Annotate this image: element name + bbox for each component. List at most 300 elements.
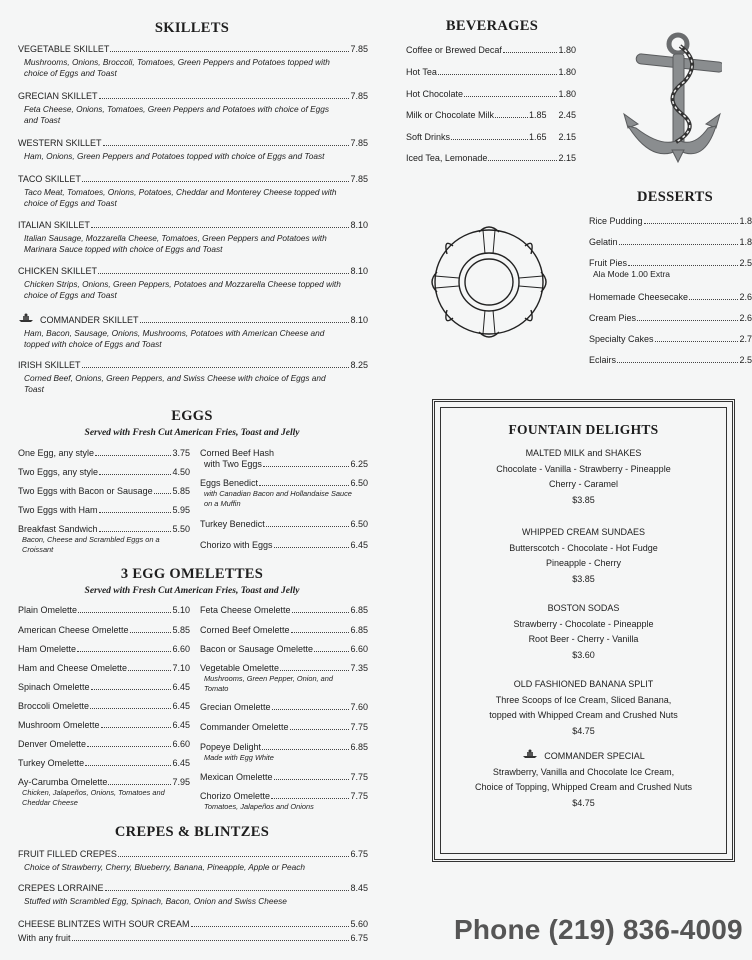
menu-item-row	[200, 772, 368, 783]
item-description: Tomatoes, Jalapeños and Onions	[204, 802, 314, 811]
item-description: Corned Beef, Onions, Green Peppers, and Swiss Cheese with choice of Eggs and Toast	[24, 373, 326, 394]
leader-dots	[191, 926, 350, 927]
menu-item-row	[18, 505, 190, 516]
item-description: Feta Cheese, Onions, Tomatoes, Green Peppers and Potatoes with choice of Eggs and Toast	[24, 104, 330, 125]
leader-dots	[78, 612, 171, 613]
beverage-item	[406, 45, 576, 56]
leader-dots	[90, 708, 171, 709]
leader-dots	[495, 117, 528, 118]
fountain-group-line: Cherry - Caramel	[548, 479, 618, 489]
leader-dots	[154, 493, 172, 494]
item-price: 8.10	[350, 220, 368, 230]
leader-dots	[77, 651, 171, 652]
fountain-group	[435, 677, 732, 739]
dessert-item	[589, 334, 752, 345]
menu-item-row	[18, 605, 190, 616]
item-price: 5.60	[350, 919, 368, 929]
item-price: 2.6	[739, 292, 752, 302]
fountain-delights-heading: FOUNTAIN DELIGHTS	[508, 422, 659, 437]
item-price: 5.10	[172, 605, 190, 615]
menu-item	[18, 682, 190, 693]
fountain-group-price: $3.85	[572, 573, 595, 584]
menu-item-row	[200, 540, 368, 551]
item-name: COMMANDER SKILLET	[40, 315, 139, 325]
item-price: 1.8	[739, 216, 752, 226]
item-description: Stuffed with Scrambled Egg, Spinach, Bacon, Onion and Swiss Cheese	[24, 896, 287, 906]
item-name: GRECIAN SKILLET	[18, 91, 98, 101]
menu-item	[18, 701, 190, 712]
leader-dots	[140, 322, 350, 323]
dessert-item	[589, 355, 752, 366]
item-name: Ham and Cheese Omelette	[18, 663, 128, 673]
skillet-item	[18, 266, 368, 300]
leader-dots	[99, 474, 171, 475]
item-price-small: 1.85	[528, 110, 547, 120]
item-name: VEGETABLE SKILLET	[18, 44, 110, 54]
menu-item-row	[18, 663, 190, 674]
item-description: Mushrooms, Green Pepper, Onion, and Tomato	[204, 674, 333, 693]
beverage-item	[406, 132, 576, 143]
leader-dots	[263, 466, 350, 467]
dessert-item	[589, 237, 752, 248]
item-price: 6.45	[172, 682, 190, 692]
leader-dots	[280, 670, 349, 671]
leader-dots	[689, 299, 738, 300]
item-price: 7.85	[350, 174, 368, 184]
dessert-item	[589, 313, 752, 324]
item-name: Hot Chocolate	[406, 89, 464, 99]
fountain-delights-box	[432, 399, 735, 862]
leader-dots	[91, 227, 350, 228]
fountain-group-price: $3.85	[572, 494, 595, 505]
menu-item	[200, 742, 368, 763]
item-price: 6.85	[350, 605, 368, 615]
item-price: 5.85	[172, 625, 190, 635]
leader-dots	[108, 784, 171, 785]
fountain-group-line: Root Beer - Cherry - Vanilla	[528, 634, 639, 644]
menu-item-row	[589, 292, 752, 303]
item-name: TACO SKILLET	[18, 174, 81, 184]
menu-item-row	[18, 486, 190, 497]
leader-dots	[272, 709, 350, 710]
item-price: 8.10	[350, 315, 368, 325]
menu-item-row	[18, 933, 368, 944]
menu-item	[200, 540, 368, 551]
menu-item	[200, 722, 368, 733]
eggs-subtitle: Served with Fresh Cut American Fries, Toast and Jelly	[84, 428, 300, 438]
item-name: Bacon or Sausage Omelette	[200, 644, 314, 654]
item-name: Ay-Carumba Omelette	[18, 777, 108, 787]
item-description: Italian Sausage, Mozzarella Cheese, Tomatoes, Green Peppers and Potatoes with Marinara Sauce topped with choice of Eggs and Toast	[24, 233, 327, 254]
item-name: Two Eggs with Bacon or Sausage	[18, 486, 153, 496]
menu-item	[18, 739, 190, 750]
item-name: CHEESE BLINTZES WITH SOUR CREAM	[18, 919, 190, 929]
item-description: Choice of Strawberry, Cherry, Blueberry, Banana, Pineapple, Apple or Peach	[24, 862, 306, 872]
leader-dots	[98, 273, 349, 274]
fountain-group-line: Pineapple - Cherry	[545, 558, 622, 568]
item-name: Broccoli Omelette	[18, 701, 90, 711]
leader-dots	[290, 729, 350, 730]
leader-dots	[105, 890, 350, 891]
menu-item-row	[18, 467, 190, 478]
menu-item	[18, 605, 190, 616]
item-price: 6.50	[350, 519, 368, 529]
fountain-group	[435, 525, 732, 587]
item-price: 7.95	[172, 777, 190, 787]
item-name: Chorizo Omelette	[200, 791, 271, 801]
item-price: 2.5	[739, 355, 752, 365]
anchor-icon	[622, 32, 722, 164]
menu-item-row	[18, 448, 190, 459]
item-price: 7.85	[350, 138, 368, 148]
crepe-item	[18, 919, 368, 930]
leader-dots	[266, 526, 350, 527]
skillet-item	[18, 44, 368, 78]
menu-item-row	[406, 110, 576, 121]
crepe-item	[18, 933, 368, 944]
item-price: 3.75	[172, 448, 190, 458]
omelettes-heading: 3 EGG OMELETTES	[120, 566, 264, 582]
menu-item-row	[18, 625, 190, 636]
menu-item-row	[18, 720, 190, 731]
item-price: 6.45	[350, 540, 368, 550]
item-price: 8.10	[350, 266, 368, 276]
menu-item-row	[200, 663, 368, 674]
item-name: Soft Drinks	[406, 132, 451, 142]
item-name: Spinach Omelette	[18, 682, 90, 692]
menu-item-row	[406, 45, 576, 56]
fountain-group-name: BOSTON SODAS	[547, 603, 620, 613]
menu-item-row	[200, 478, 368, 489]
item-price: 6.45	[172, 720, 190, 730]
menu-item-row	[18, 644, 190, 655]
menu-item-row	[18, 883, 368, 894]
menu-item	[18, 448, 190, 459]
menu-item-row	[18, 919, 368, 930]
item-price: 6.60	[350, 644, 368, 654]
leader-dots	[103, 145, 350, 146]
desserts-heading: DESSERTS	[636, 189, 714, 205]
fountain-group-label: COMMANDER SPECIAL	[544, 751, 645, 761]
item-price: 6.45	[172, 758, 190, 768]
menu-item-row	[18, 91, 368, 102]
item-name: Mexican Omelette	[200, 772, 273, 782]
item-name: with Two Eggs	[204, 459, 262, 469]
skillet-item	[18, 220, 368, 254]
skillet-item	[18, 313, 368, 349]
item-name: Eclairs	[589, 355, 617, 365]
item-price: 1.80	[558, 89, 576, 99]
item-price: 7.75	[350, 722, 368, 732]
item-name: Denver Omelette	[18, 739, 87, 749]
item-price: 6.50	[350, 478, 368, 488]
life-ring-icon	[423, 218, 555, 346]
fountain-group-line: Chocolate - Vanilla - Strawberry - Pineapple	[496, 463, 671, 474]
fountain-group-line: Three Scoops of Ice Cream, Sliced Banana,	[495, 694, 672, 705]
item-name: Coffee or Brewed Decaf	[406, 45, 502, 55]
menu-item-row	[200, 702, 368, 713]
leader-dots	[274, 547, 350, 548]
item-name: Vegetable Omelette	[200, 663, 280, 673]
menu-item	[200, 772, 368, 783]
skillet-item	[18, 360, 368, 394]
leader-dots	[644, 223, 739, 224]
menu-item	[200, 663, 368, 693]
leader-dots	[110, 51, 349, 52]
item-price: 5.85	[172, 486, 190, 496]
item-description: Made with Egg White	[204, 753, 274, 762]
item-price: 2.5	[739, 258, 752, 268]
item-name: Mushroom Omelette	[18, 720, 100, 730]
menu-item-row	[589, 237, 752, 248]
leader-dots	[128, 670, 171, 671]
item-price: 2.6	[739, 313, 752, 323]
omelettes-subtitle: Served with Fresh Cut American Fries, Toast and Jelly	[84, 586, 300, 596]
item-price: 4.50	[172, 467, 190, 477]
menu-item-row	[589, 313, 752, 324]
leader-dots	[451, 139, 528, 140]
item-name: Iced Tea, Lemonade	[406, 153, 488, 163]
item-name: Corned Beef Omelette	[200, 625, 290, 635]
leader-dots	[271, 798, 349, 799]
menu-item-row	[18, 777, 190, 788]
skillet-item	[18, 138, 368, 162]
dessert-item	[589, 258, 752, 280]
leader-dots	[464, 96, 557, 97]
item-description: Chicken Strips, Onions, Green Peppers, Potatoes and Mozzarella Cheese topped with choice of Eggs and Toast	[24, 279, 341, 300]
item-name: Chorizo with Eggs	[200, 540, 273, 550]
item-price: 7.85	[350, 44, 368, 54]
menu-item-row	[589, 258, 752, 269]
item-price: 2.15	[558, 132, 576, 142]
skillets-heading: SKILLETS	[154, 20, 230, 36]
item-price: 8.45	[350, 883, 368, 893]
item-name: FRUIT FILLED CREPES	[18, 849, 117, 859]
menu-item-row	[18, 313, 368, 326]
item-price: 1.80	[558, 45, 576, 55]
commander-badge-icon	[522, 749, 538, 759]
leader-dots	[619, 244, 739, 245]
item-name: With any fruit	[18, 933, 71, 943]
menu-item	[200, 519, 368, 530]
fountain-group-line: Strawberry - Chocolate - Pineapple	[513, 618, 654, 629]
menu-item	[200, 791, 368, 812]
item-description: Ham, Bacon, Sausage, Onions, Mushrooms, Potatoes with American Cheese and topped with choice of Eggs and Toast	[24, 328, 325, 349]
item-price: 2.15	[558, 153, 576, 163]
item-name: Specialty Cakes	[589, 334, 654, 344]
item-name: Hot Tea	[406, 67, 437, 77]
item-name: Gelatin	[589, 237, 618, 247]
fountain-group	[435, 446, 732, 508]
menu-item-row	[589, 355, 752, 366]
menu-item-row	[200, 742, 368, 753]
item-price: 7.75	[350, 791, 368, 801]
leader-dots	[503, 52, 558, 53]
item-name: Commander Omelette	[200, 722, 289, 732]
leader-dots	[130, 632, 172, 633]
item-name: Popeye Delight	[200, 742, 262, 752]
leader-dots	[87, 746, 171, 747]
menu-item-row	[18, 849, 368, 860]
menu-item	[18, 467, 190, 478]
menu-item	[200, 478, 368, 508]
fountain-group-name: MALTED MILK and SHAKES	[525, 448, 642, 458]
leader-dots	[637, 320, 738, 321]
menu-item-row	[406, 67, 576, 78]
leader-dots	[99, 531, 172, 532]
item-name: Milk or Chocolate Milk	[406, 110, 495, 120]
fountain-group	[435, 749, 732, 811]
item-name: American Cheese Omelette	[18, 625, 129, 635]
item-price: 6.25	[350, 459, 368, 469]
item-name: WESTERN SKILLET	[18, 138, 102, 148]
item-note: Ala Mode 1.00 Extra	[593, 269, 671, 279]
item-price: 6.75	[350, 933, 368, 943]
fountain-group-line: topped with Whipped Cream and Crushed Nuts	[489, 710, 678, 720]
leader-dots	[85, 765, 171, 766]
menu-item-row	[18, 44, 368, 55]
menu-item-row	[18, 758, 190, 769]
left-column	[16, 0, 368, 960]
leader-dots	[91, 689, 172, 690]
menu-item-row	[200, 722, 368, 733]
item-name: Turkey Benedict	[200, 519, 265, 529]
item-price: 1.80	[558, 67, 576, 77]
item-price: 5.50	[172, 524, 190, 534]
leader-dots	[259, 485, 349, 486]
crepe-item	[18, 883, 368, 907]
item-price-small: 1.65	[528, 132, 547, 142]
menu-item	[18, 644, 190, 655]
item-description: Taco Meat, Tomatoes, Onions, Potatoes, Cheddar and Monterey Cheese topped with choice of Eggs and Toast	[24, 187, 337, 208]
menu-item-row	[406, 89, 576, 100]
item-price: 1.8	[739, 237, 752, 247]
menu-item-row	[200, 459, 368, 470]
leader-dots	[628, 265, 738, 266]
fountain-group-name: WHIPPED CREAM SUNDAES	[521, 527, 646, 537]
item-price: 7.75	[350, 772, 368, 782]
item-name: Turkey Omelette	[18, 758, 85, 768]
menu-item-row	[200, 605, 368, 616]
fountain-group-line: Choice of Topping, Whipped Cream and Crushed Nuts	[475, 782, 692, 792]
item-name: Corned Beef Hash	[200, 448, 275, 458]
menu-item-row	[18, 220, 368, 231]
menu-item-row	[18, 739, 190, 750]
item-name: Cream Pies	[589, 313, 637, 323]
item-price: 2.45	[558, 110, 576, 120]
crepes-heading: CREPES & BLINTZES	[114, 824, 270, 840]
menu-item	[18, 625, 190, 636]
menu-item-row	[18, 138, 368, 149]
beverage-item	[406, 89, 576, 100]
menu-item	[200, 605, 368, 616]
menu-item	[18, 720, 190, 731]
phone-number: Phone (219) 836-4009	[454, 914, 743, 945]
item-price: 8.25	[350, 360, 368, 370]
item-price: 6.85	[350, 625, 368, 635]
item-name: Feta Cheese Omelette	[200, 605, 291, 615]
item-name: Grecian Omelette	[200, 702, 271, 712]
fountain-group-price: $3.60	[572, 649, 595, 660]
menu-item-row	[200, 519, 368, 530]
item-name: Eggs Benedict	[200, 478, 259, 488]
item-name: Ham Omelette	[18, 644, 77, 654]
item-description: Chicken, Jalapeños, Onions, Tomatoes and Cheddar Cheese	[22, 788, 165, 807]
item-name: One Egg, any style	[18, 448, 95, 458]
leader-dots	[262, 749, 349, 750]
menu-item-row	[18, 360, 368, 371]
item-description: Mushrooms, Onions, Broccoli, Tomatoes, Green Peppers and Potatoes topped with choice of Eggs and Toast	[24, 57, 330, 78]
menu-item-row	[406, 153, 576, 164]
item-name: CHICKEN SKILLET	[18, 266, 98, 276]
item-name: Homemade Cheesecake	[589, 292, 689, 302]
menu-item-row	[18, 266, 368, 277]
item-name: ITALIAN SKILLET	[18, 220, 90, 230]
item-name: Fruit Pies	[589, 258, 628, 268]
eggs-heading: EGGS	[171, 408, 213, 424]
leader-dots	[118, 856, 350, 857]
item-price: 2.7	[739, 334, 752, 344]
dessert-item	[589, 292, 752, 303]
menu-item	[18, 777, 190, 807]
item-name: Plain Omelette	[18, 605, 78, 615]
item-name: Two Eggs, any style	[18, 467, 99, 477]
item-description: Bacon, Cheese and Scrambled Eggs on a Croissant	[22, 535, 160, 554]
leader-dots	[101, 727, 172, 728]
item-name: Breakfast Sandwich	[18, 524, 98, 534]
item-price: 7.35	[350, 663, 368, 673]
dessert-item	[589, 216, 752, 227]
menu-item	[200, 625, 368, 636]
menu-item	[18, 524, 190, 554]
commander-badge-icon	[18, 313, 34, 323]
leader-dots	[292, 612, 350, 613]
leader-dots	[274, 779, 350, 780]
item-name: Two Eggs with Ham	[18, 505, 98, 515]
leader-dots	[291, 632, 350, 633]
leader-dots	[99, 512, 172, 513]
item-description: with Canadian Bacon and Hollandaise Sauce on a Muffin	[204, 489, 352, 508]
menu-item	[18, 486, 190, 497]
menu-item-row	[18, 701, 190, 712]
menu-item-row	[18, 174, 368, 185]
fountain-group-price: $4.75	[572, 797, 595, 808]
fountain-group	[435, 601, 732, 663]
crepe-item	[18, 849, 368, 873]
leader-dots	[617, 362, 738, 363]
menu-item-row	[589, 334, 752, 345]
fountain-group-name	[435, 749, 732, 765]
leader-dots	[99, 98, 350, 99]
beverage-item	[406, 153, 576, 164]
leader-dots	[438, 74, 558, 75]
beverage-item	[406, 110, 576, 121]
item-name: Rice Pudding	[589, 216, 643, 226]
item-price: 6.45	[172, 701, 190, 711]
fountain-group-line: Butterscotch - Chocolate - Hot Fudge	[509, 542, 658, 553]
leader-dots	[82, 367, 350, 368]
item-price: 6.60	[172, 739, 190, 749]
fountain-group-line: Strawberry, Vanilla and Chocolate Ice Cream,	[492, 766, 675, 777]
menu-item-row	[589, 216, 752, 227]
leader-dots	[82, 181, 350, 182]
skillet-item	[18, 91, 368, 125]
leader-dots	[655, 341, 739, 342]
menu-item	[18, 505, 190, 516]
item-name: IRISH SKILLET	[18, 360, 81, 370]
fountain-group-name: OLD FASHIONED BANANA SPLIT	[513, 679, 654, 689]
item-description: Ham, Onions, Green Peppers and Potatoes topped with choice of Eggs and Toast	[24, 151, 325, 161]
